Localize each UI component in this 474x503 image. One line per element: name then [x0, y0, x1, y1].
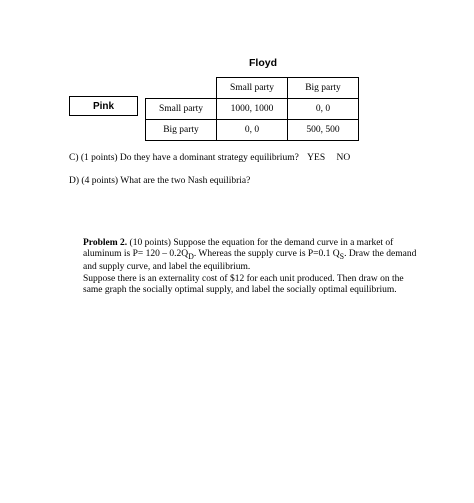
payoff-cell: 0, 0	[217, 120, 288, 141]
problem-2-text: . Draw the demand and supply curve, and label the equilibrium.	[83, 249, 417, 273]
question-d-text: D) (4 points) What are the two Nash equilibria?	[69, 176, 251, 186]
question-c-text: C) (1 points) Do they have a dominant strategy equilibrium?	[69, 153, 299, 163]
column-header-big-party: Big party	[288, 78, 359, 99]
payoff-row	[146, 99, 359, 120]
payoff-corner	[146, 78, 217, 99]
row-header-small-party: Small party	[146, 99, 217, 120]
problem-2-heading: Problem 2.	[83, 238, 128, 248]
problem-2	[83, 238, 419, 296]
question-c-yes: YES	[307, 153, 326, 163]
problem-2-text: . Whereas the supply curve is P=0.1 Q	[193, 249, 340, 260]
problem-2-paragraph-2: Suppose there is an externality cost of $12 for each unit produced. Then draw on the same graph the socially optimal supply, and label the socially optimal equilibrium.	[83, 273, 404, 295]
payoff-cell: 500, 500	[288, 120, 359, 141]
payoff-cell: 1000, 1000	[217, 99, 288, 120]
payoff-header-row	[146, 78, 359, 99]
question-c	[69, 153, 350, 163]
row-header-big-party: Big party	[146, 120, 217, 141]
payoff-matrix	[145, 77, 359, 141]
problem-2-text: (10 points) Suppose the equation for the demand curve in a market of aluminum is P= 120 – 0.2Q	[83, 238, 394, 260]
row-player-label-box	[69, 96, 138, 116]
question-c-no: NO	[336, 153, 351, 163]
problem-2-paragraph-1	[83, 238, 419, 274]
column-header-small-party: Small party	[217, 78, 288, 99]
demand-subscript: D	[188, 252, 194, 262]
question-d	[69, 176, 250, 186]
row-player-label: Pink	[92, 100, 115, 112]
payoff-cell: 0, 0	[288, 99, 359, 120]
column-player-label: Floyd	[249, 57, 277, 69]
supply-subscript: S	[339, 252, 345, 262]
payoff-row	[146, 120, 359, 141]
